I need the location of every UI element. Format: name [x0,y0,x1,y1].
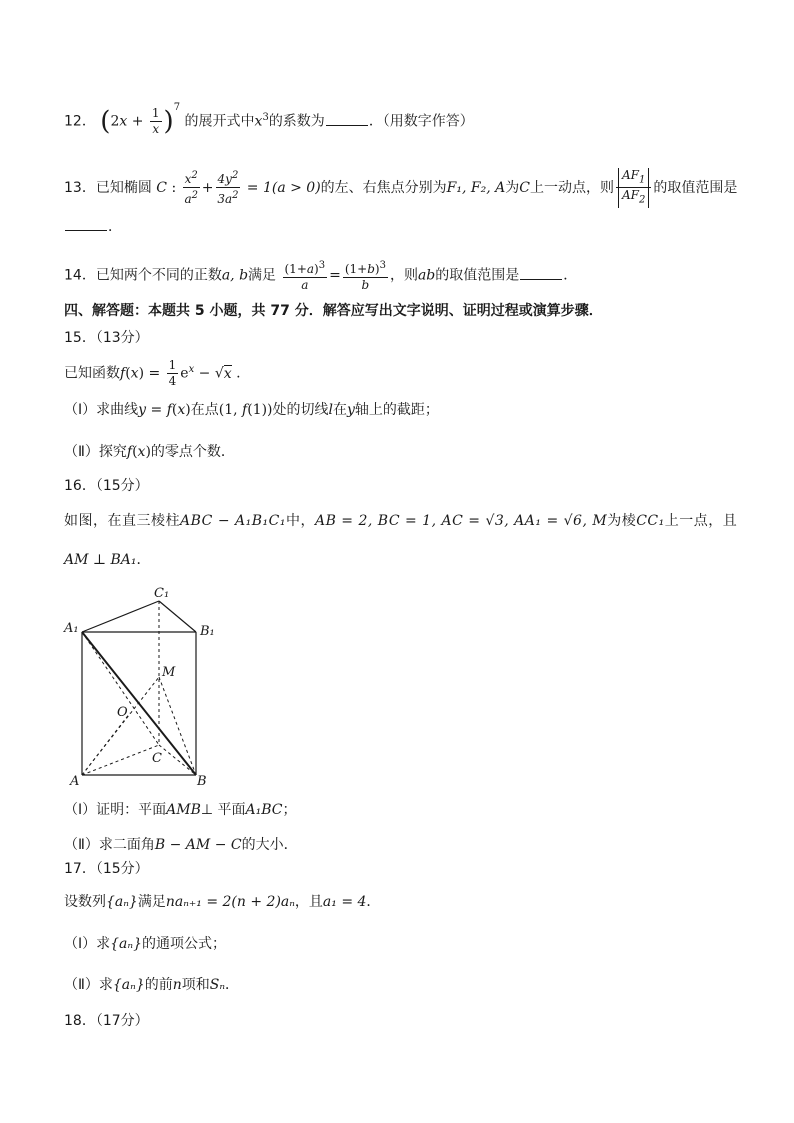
question-number: 14．已知两个不同的正数 [64,267,222,284]
fraction-1plusa3-a: $\frac{(1+a)^3}{a}$ [284,260,326,292]
sequence: {aₙ} [112,977,145,993]
question-17-number: 17．（15分） [64,861,149,877]
question-16-stem [64,511,737,531]
question-16-part-2 [64,835,298,855]
paren-close: ) [163,106,174,137]
q17-stem-b: 满足 [137,894,166,910]
q12-end: ．（用数字作答） [368,113,474,130]
q16-stem-b: 中， [285,513,315,529]
question-12: 12． (2x + $\frac{1}{x}$ )$^7$ 的展开式中$x^3$的系数为 ．（用数字作答） [64,101,474,137]
q16-p2-c: 的大小． [241,837,298,853]
question-18-number: 18．（17分） [64,1013,149,1029]
q15-p1-b: 在点 [190,402,219,418]
q14-end: 的取值范围是 [435,267,520,284]
q17-stem-c: ，且 [294,894,323,910]
prism-name: ABC − A₁B₁C₁ [180,513,286,529]
fraction-x2-a2: $\frac{x^2}{a^2}$ [184,170,198,207]
q17-p1-b: 的通项公式； [141,936,226,952]
q15-p2-b: 的零点个数． [150,444,235,460]
q16-stem-c: 为棱 [607,513,637,529]
q14-text: 满足 [248,267,277,284]
segment-A1B [82,632,196,775]
q13-end: 的取值范围是 [653,179,738,196]
question-15-part-2: （Ⅱ）探究f(x)的零点个数． [64,444,235,460]
label-A1: A₁ [64,621,79,636]
q15-p1-d: 在 [332,402,347,418]
q17-p2-a: （Ⅱ）求 [64,977,113,993]
plane-AMB: AMB [166,802,201,818]
q15-p2-a: （Ⅱ）探究 [64,444,127,460]
label-O: O [117,705,128,720]
prism-figure [60,585,230,790]
answer-blank[interactable] [65,216,107,231]
edge-CB [159,745,196,775]
q17-p2-d: 项和 [181,977,210,993]
q14-text-2: ，则 [389,267,418,284]
answer-blank[interactable] [520,265,562,280]
dihedral-angle: B − AM − C [154,837,242,853]
perp-condition: AM ⊥ BA₁ [64,552,137,568]
question-17-stem [64,892,380,912]
edge-A1C1 [82,601,159,632]
question-number: 12． [64,113,96,130]
question-17-part-1 [64,934,226,954]
fraction-1-over-x: $\frac{1}{x}$ [151,106,160,136]
q16-dot: ． [136,552,151,568]
question-16-number: 16．（15分） [64,478,149,494]
q16-conditions: AB = 2, BC = 1, AC = √3, AA₁ = √6, M [314,513,608,529]
fraction-1-4: $\frac{1}{4}$ [168,358,177,388]
sum-Sn: Sₙ [209,977,226,993]
q15-p1-e: 轴上的截距； [354,402,439,418]
paren-open: ( [100,106,111,137]
q13-text: 的左、右焦点分别为 [320,179,447,196]
plane-A1BC: A₁BC [245,802,283,818]
question-15-number: 15．（13分） [64,330,149,346]
question-16-stem-2 [64,550,151,570]
question-13-continued [64,216,122,237]
q13-text-3: 上一动点，则 [529,179,614,196]
q16-stem-d: 上一点，且 [664,513,738,529]
question-17-part-2 [64,975,239,995]
segment-A1C [82,632,159,745]
q12-text: 的展开式中 [184,113,255,130]
question-15-stem: 已知函数f(x) = $\frac{1}{4}$ $e^x - √x$ . [64,358,241,388]
question-number: 13．已知椭圆 [64,179,152,196]
initial-value: a₁ = 4 [322,894,367,910]
sequence: {aₙ} [110,936,142,952]
label-A: A [70,774,80,789]
question-14: 14．已知两个不同的正数a, b满足 $\frac{(1+a)^3}{a}$ = $\frac{(1+b)^3}{b}$ ，则ab的取值范围是 ． [64,260,578,292]
q12-text-2: 的系数为 [268,113,325,130]
q16-p1-e: ； [282,802,297,818]
q16-p1-a: （Ⅰ）证明：平面 [64,802,167,818]
question-15-part-1: （Ⅰ）求曲线y = f(x)在点(1, f(1))处的切线l在y轴上的截距； [64,402,439,418]
q17-p2-b: 的前 [144,977,173,993]
edge-C1B1 [159,601,196,632]
q16-stem-a: 如图，在直三棱柱 [64,513,180,529]
q15-p1-a: （Ⅰ）求曲线 [64,402,139,418]
label-M: M [162,665,176,680]
q17-p2-f: ． [225,977,240,993]
fraction-af1-af2: $\frac{AF_1}{AF_2}$ [616,168,651,208]
question-16-part-1 [64,800,297,820]
ellipse-condition: 1(a > 0) [262,179,321,196]
q16-p2-a: （Ⅱ）求二面角 [64,837,155,853]
q14-vars: a, b [221,267,249,284]
section-4-heading: 四、解答题：本题共 5 小题，共 77 分．解答应写出文字说明、证明过程或演算步骤． [64,303,603,319]
label-B1: B₁ [200,624,215,639]
sequence: {aₙ} [106,894,138,910]
q14-end-2: ． [563,267,578,284]
q15-p1-c: 处的切线 [272,402,329,418]
q17-p1-a: （Ⅰ）求 [64,936,111,952]
label-C: C [152,751,162,766]
question-13: 13．已知椭圆 C : $\frac{x^2}{a^2}$ + $\frac{4y^2}{3a^2}$ = 1(a > 0)的左、右焦点分别为F₁, F₂, A为C上一动点，则 $\frac{AF_1}{AF_2}$ 的取值范围是 [64,168,738,207]
edge-name: CC₁ [636,513,665,529]
q17-stem-d: ． [366,894,381,910]
q17-stem-a: 设数列 [64,894,106,910]
label-B: B [197,774,207,789]
q16-p1-c: ⊥ 平面 [200,802,246,818]
label-C1: C₁ [154,586,170,601]
fraction-1plusb3-b: $\frac{(1+b)^3}{b}$ [344,260,386,292]
q13-text-2: 为 [505,179,520,196]
foci-text: F₁, F₂, A [446,179,506,196]
var-n: n [172,977,182,993]
q15-stem-text: 已知函数 [64,365,120,382]
q13-cont: ． [108,219,122,235]
recurrence: naₙ₊₁ = 2(n + 2)aₙ [165,894,295,910]
answer-blank[interactable] [326,111,368,126]
fraction-4y2-3a2: $\frac{4y^2}{3a^2}$ [217,170,239,207]
